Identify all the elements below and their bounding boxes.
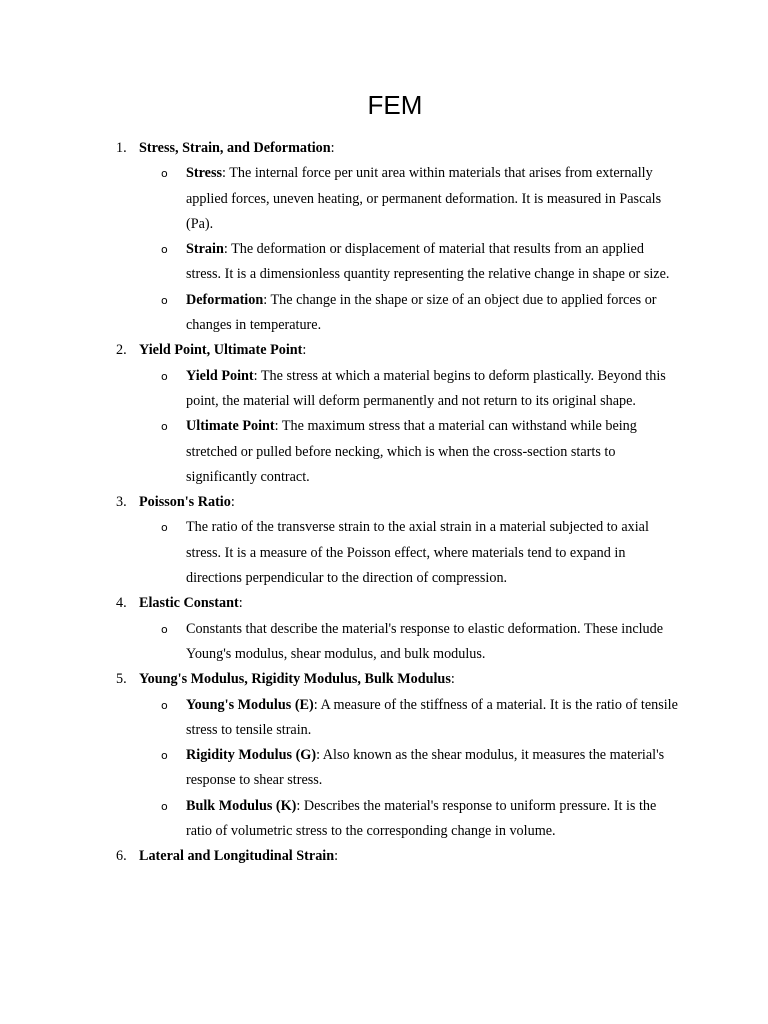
bullet-marker-icon: o [161,698,168,712]
section-number: 3. [116,494,127,511]
bullet-item [0,743,768,794]
bullet-item [0,617,768,668]
section-heading-colon: : [302,342,307,359]
bullet-list [0,617,768,668]
bullet-item [0,414,768,490]
bullet-text: : Describes the material's response to uniform pressure. It is the ratio of volumetric stress to the corresponding change in volume. [186,797,657,840]
section-heading-text: Yield Point, Ultimate Point [139,342,303,359]
list-section [0,338,768,490]
bullet-term: Deformation [186,291,264,308]
bullet-item [0,515,768,591]
bullet-list [0,364,768,490]
section-heading [0,591,768,616]
section-heading-text: Stress, Strain, and Deformation [139,140,331,156]
bullet-item [0,288,768,339]
section-heading-text: Elastic Constant [139,595,239,612]
bullet-term: Rigidity Modulus (G) [186,747,317,764]
bullet-text: : The maximum stress that a material can withstand while being stretched or pulled before necking, which is when the cross-section starts to significantly contract. [186,418,637,485]
bullet-text: Constants that describe the material's response to elastic deformation. These include Young's modulus, shear modulus, and bulk modulus. [186,620,664,662]
bullet-list [0,161,768,338]
bullet-item [0,693,768,744]
section-heading-colon: : [238,595,243,612]
bullet-text: : Also known as the shear modulus, it measures the material's response to shear stress. [186,747,665,789]
bullet-item [0,237,768,288]
numbered-list [0,136,768,870]
list-section [0,136,768,338]
bullet-marker-icon: o [161,167,168,181]
bullet-marker-icon: o [161,622,168,636]
bullet-marker-icon: o [161,749,168,763]
section-heading [0,667,768,692]
section-number: 1. [116,140,127,156]
section-heading-text: Young's Modulus, Rigidity Modulus, Bulk Modulus [139,671,451,688]
section-heading-text: Lateral and Longitudinal Strain [139,848,335,865]
section-heading-colon: : [334,848,339,865]
section-heading-colon: : [450,671,455,688]
bullet-text: : The internal force per unit area within materials that arises from externally applied forces, uneven heating, or permanent deformation. It is measured in Pascals (Pa). [186,165,662,232]
bullet-marker-icon: o [161,521,168,535]
list-section [0,667,768,844]
bullet-marker-icon: o [161,369,168,383]
section-heading [0,490,768,515]
bullet-text: : A measure of the stiffness of a material. It is the ratio of tensile stress to tensile strain. [186,696,678,738]
section-number: 6. [116,848,127,865]
bullet-text: : The stress at which a material begins to deform plastically. Beyond this point, the material will deform permanently and not return to its original shape. [186,367,666,409]
section-number: 4. [116,595,127,612]
bullet-marker-icon: o [161,799,168,813]
list-section [0,591,768,667]
bullet-item [0,161,768,237]
bullet-text: : The deformation or displacement of material that results from an applied stress. It is a dimensionless quantity representing the relative change in shape or size. [186,241,670,283]
section-number: 5. [116,671,127,688]
bullet-term: Strain [186,241,224,258]
bullet-text: : The change in the shape or size of an object due to applied forces or changes in temperature. [186,291,657,334]
bullet-term: Yield Point [186,367,254,384]
bullet-term: Bulk Modulus (K) [186,797,297,814]
section-heading [0,136,768,161]
bullet-item [0,364,768,415]
section-number: 2. [116,342,127,359]
section-heading [0,338,768,363]
list-section [0,490,768,591]
section-heading-colon: : [330,140,335,156]
bullet-marker-icon: o [161,243,168,257]
section-heading [0,844,768,869]
bullet-marker-icon: o [161,293,168,307]
bullet-text: The ratio of the transverse strain to the axial strain in a material subjected to axial stress. It is a measure of the Poisson effect, where materials tend to expand in directions perpendicular to the direction of compression. [186,519,649,587]
bullet-list [0,693,768,845]
document-title: FEM [367,90,423,120]
bullet-term: Stress [186,165,222,182]
list-section [0,844,768,869]
section-heading-colon: : [230,494,235,511]
bullet-marker-icon: o [161,420,168,434]
bullet-term: Young's Modulus (E) [186,696,314,713]
bullet-list [0,515,768,591]
bullet-item [0,794,768,845]
bullet-term: Ultimate Point [186,418,275,435]
section-heading-text: Poisson's Ratio [139,494,231,511]
